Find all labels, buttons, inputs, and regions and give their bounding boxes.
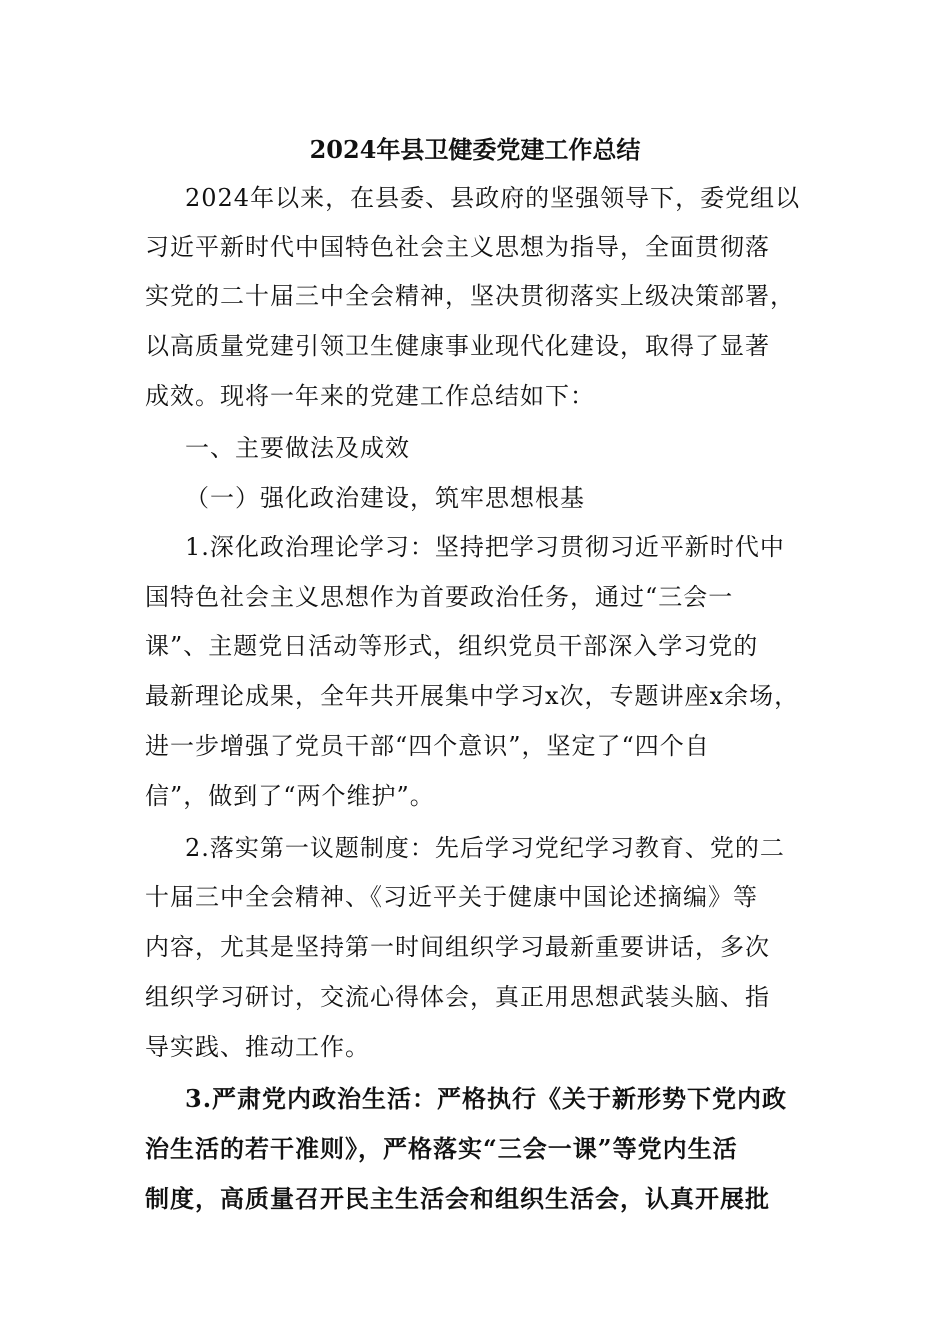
paragraph-line-bold: 治生活的若干准则》，严格落实“三会一课”等党内生活 <box>145 1134 738 1163</box>
paragraph-line: 成效。现将一年来的党建工作总结如下： <box>145 382 595 410</box>
paragraph-line-bold: 3.严肃党内政治生活：严格执行《关于新形势下党内政 <box>185 1084 788 1113</box>
paragraph-line: 国特色社会主义思想作为首要政治任务，通过“三会一 <box>145 583 734 611</box>
paragraph-line: 实党的二十届三中全会精神，坚决贯彻落实上级决策部署， <box>145 282 795 310</box>
paragraph-line: 2.落实第一议题制度：先后学习党纪学习教育、党的二 <box>185 834 785 862</box>
subsection-heading: （一）强化政治建设，筑牢思想根基 <box>185 484 585 512</box>
paragraph-line: 十届三中全会精神、《习近平关于健康中国论述摘编》等 <box>145 883 758 911</box>
paragraph-line: 进一步增强了党员干部“四个意识”，坚定了“四个自 <box>145 732 710 760</box>
paragraph-line-bold: 制度，高质量召开民主生活会和组织生活会，认真开展批 <box>145 1184 770 1213</box>
paragraph-line: 内容，尤其是坚持第一时间组织学习最新重要讲话，多次 <box>145 933 770 961</box>
section-heading: 一、主要做法及成效 <box>185 434 410 462</box>
paragraph-line: 习近平新时代中国特色社会主义思想为指导，全面贯彻落 <box>145 233 770 261</box>
paragraph-line: 课”、主题党日活动等形式，组织党员干部深入学习党的 <box>145 632 759 660</box>
paragraph-line: 导实践、推动工作。 <box>145 1033 370 1061</box>
paragraph-line: 2024年以来，在县委、县政府的坚强领导下，委党组以 <box>185 184 801 212</box>
paragraph-line: 以高质量党建引领卫生健康事业现代化建设，取得了显著 <box>145 332 770 360</box>
paragraph-line: 1.深化政治理论学习：坚持把学习贯彻习近平新时代中 <box>185 533 785 561</box>
paragraph-line: 组织学习研讨，交流心得体会，真正用思想武装头脑、指 <box>145 983 770 1011</box>
document-title: 2024年县卫健委党建工作总结 <box>309 135 641 164</box>
paragraph-line: 最新理论成果，全年共开展集中学习x次，专题讲座x余场， <box>145 682 800 710</box>
paragraph-line: 信”，做到了“两个维护”。 <box>145 782 435 810</box>
